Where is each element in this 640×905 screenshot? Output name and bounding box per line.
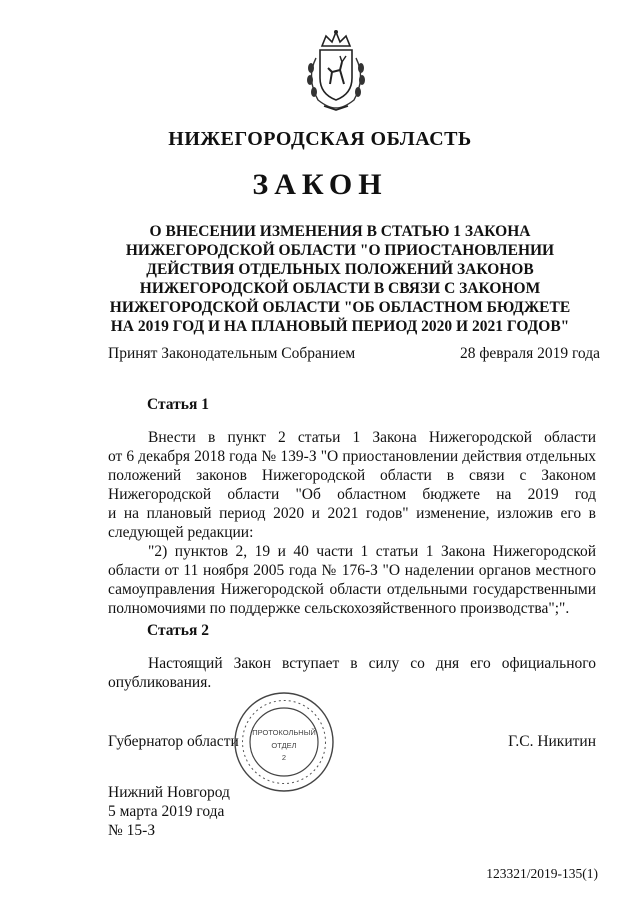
stamp-line: ПРОТОКОЛЬНЫЙ xyxy=(252,728,316,737)
registration-number: 123321/2019-135(1) xyxy=(486,866,598,881)
coat-of-arms-emblem xyxy=(296,28,376,112)
signing-place-block xyxy=(108,783,230,840)
paragraph-line: области от 11 ноября 2005 года № 176-З "О наделении органов местного xyxy=(108,562,596,579)
paragraph-line: и на плановый период 2020 и 2021 годов" изменение, изложив его в xyxy=(108,505,596,522)
signing-date: 5 марта 2019 года xyxy=(108,803,225,820)
paragraph-line: следующей редакции: xyxy=(108,524,254,541)
law-title xyxy=(70,222,610,336)
paragraph-line: Настоящий Закон вступает в силу со дня его официального xyxy=(148,655,596,672)
article-2-paragraph xyxy=(108,654,596,692)
article-1-paragraph-1 xyxy=(108,428,596,542)
adoption-date: 28 февраля 2019 года xyxy=(459,345,600,362)
paragraph-line: самоуправления Нижегородской области отдельными государственными xyxy=(108,581,596,598)
protocol-department-stamp xyxy=(232,690,336,794)
paragraph-line: опубликования. xyxy=(108,674,212,691)
article-1-paragraph-2 xyxy=(108,542,596,618)
paragraph-line: полномочиями по поддержке сельскохозяйственного производства";". xyxy=(108,600,570,617)
law-title-line: ДЕЙСТВИЯ ОТДЕЛЬНЫХ ПОЛОЖЕНИЙ ЗАКОНОВ xyxy=(146,261,534,278)
article-1-title: Статья 1 xyxy=(147,396,209,413)
governor-position: Губернатор области xyxy=(108,733,239,750)
stamp-line: ОТДЕЛ xyxy=(271,741,297,750)
paragraph-line: Внести в пункт 2 статьи 1 Закона Нижегородской области xyxy=(148,429,596,446)
law-title-line: НИЖЕГОРОДСКОЙ ОБЛАСТИ "О ПРИОСТАНОВЛЕНИИ xyxy=(125,242,555,259)
law-title-line: НА 2019 ГОД И НА ПЛАНОВЫЙ ПЕРИОД 2020 И 2021 ГОДОВ" xyxy=(110,318,570,335)
paragraph-line: Нижегородской области "Об областном бюджете на 2019 год xyxy=(108,486,596,503)
article-2-title: Статья 2 xyxy=(147,622,209,639)
adopted-by-text: Принят Законодательным Собранием xyxy=(108,345,356,362)
governor-name: Г.С. Никитин xyxy=(508,733,596,750)
law-number: № 15-З xyxy=(108,822,156,839)
law-title-line: О ВНЕСЕНИИ ИЗМЕНЕНИЯ В СТАТЬЮ 1 ЗАКОНА xyxy=(149,223,531,240)
law-title-line: НИЖЕГОРОДСКОЙ ОБЛАСТИ "ОБ ОБЛАСТНОМ БЮДЖЕТЕ xyxy=(109,299,571,316)
region-heading: НИЖЕГОРОДСКАЯ ОБЛАСТЬ xyxy=(168,128,472,150)
law-title-line: НИЖЕГОРОДСКОЙ ОБЛАСТИ В СВЯЗИ С ЗАКОНОМ xyxy=(139,280,541,297)
document-type-heading: ЗАКОН xyxy=(252,168,388,201)
paragraph-line: положений законов Нижегородской области в связи с Законом xyxy=(108,467,596,484)
paragraph-line: от 6 декабря 2018 года № 139-З "О приостановлении действия отдельных xyxy=(108,448,596,465)
stamp-line: 2 xyxy=(281,753,287,762)
paragraph-line: "2) пунктов 2, 19 и 40 части 1 статьи 1 Закона Нижегородской xyxy=(148,543,596,560)
signing-city: Нижний Новгород xyxy=(108,784,230,801)
